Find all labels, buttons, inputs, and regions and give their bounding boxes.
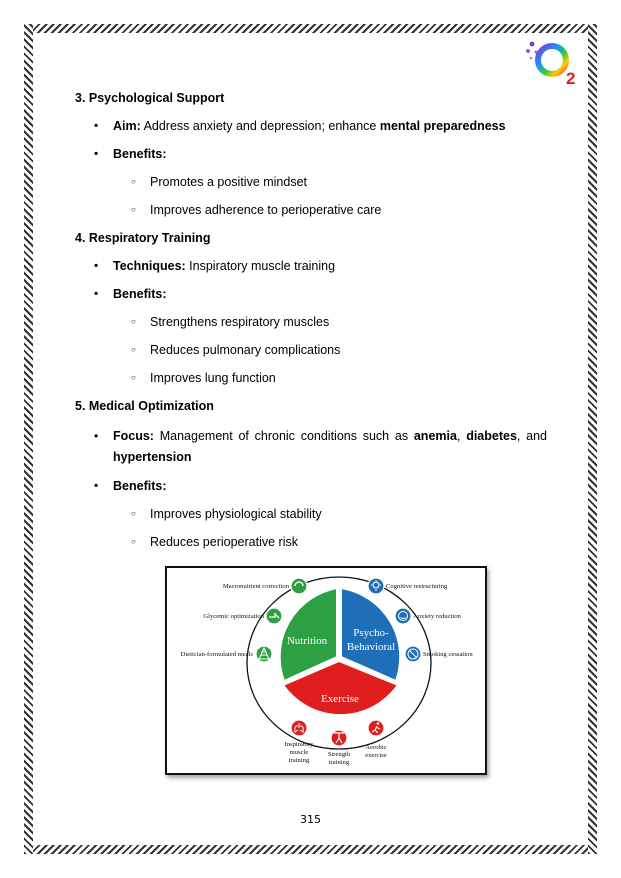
focus-text: Management of chronic conditions such as	[153, 429, 414, 443]
glycemic-label: Glycemic optimization	[203, 613, 264, 620]
page-border-left	[24, 24, 33, 854]
page-border-bottom	[24, 845, 597, 854]
techniques-text: Inspiratory muscle training	[185, 259, 336, 273]
section-4-title: 4. Respiratory Training	[75, 231, 211, 245]
prehabilitation-diagram	[165, 566, 487, 775]
strength-label-2: training	[328, 759, 350, 766]
aim-label: Aim:	[113, 119, 141, 133]
strength-label-1: Strength	[327, 751, 351, 758]
smoking-cessation-icon	[405, 646, 421, 662]
strength-training-icon	[331, 730, 347, 746]
list-item: ○ Improves physiological stability	[75, 500, 547, 528]
psycho-label-line1: Psycho-	[353, 627, 389, 639]
aim-bold-text: mental preparedness	[379, 119, 506, 133]
benefits-label: • Benefits:	[113, 147, 167, 161]
benefits-bullet	[75, 140, 547, 168]
macronutrient-icon	[291, 578, 307, 594]
section-5-title: 5. Medical Optimization	[75, 399, 214, 413]
page-border-right	[588, 24, 597, 854]
cognitive-restructuring-icon	[368, 578, 384, 594]
o2-logo	[524, 38, 580, 88]
aim-text: Address anxiety and depression; enhance	[140, 119, 380, 133]
aerobic-running-icon	[368, 720, 384, 736]
techniques-label: Techniques:	[113, 259, 186, 273]
main-content	[75, 84, 547, 556]
focus-sep: , and	[516, 429, 547, 443]
nutrition-label: Nutrition	[286, 635, 328, 647]
aim-bullet	[75, 112, 547, 140]
smoking-label: Smoking cessation	[423, 651, 473, 658]
cognitive-label: Cognitive restructuring	[386, 583, 448, 590]
benefits-bullet	[75, 472, 547, 500]
o2-logo-subscript: 2	[566, 69, 576, 88]
glycemic-icon	[266, 608, 282, 624]
list-item: ○ Promotes a positive mindset	[75, 168, 547, 196]
list-item: ○ Improves lung function	[75, 364, 547, 392]
list-item: ○ Reduces perioperative risk	[75, 528, 547, 556]
section-3-title: 3. Psychological Support	[75, 91, 225, 105]
meals-pyramid-icon	[256, 646, 272, 662]
inspiratory-label-3: training	[288, 757, 310, 764]
aerobic-label-2: exercise	[365, 752, 387, 759]
focus-bullet	[75, 420, 547, 472]
inspiratory-label-2: muscle	[289, 749, 309, 756]
lungs-icon	[291, 720, 307, 736]
list-item: ○ Strengthens respiratory muscles	[75, 308, 547, 336]
techniques-bullet	[75, 252, 547, 280]
list-item: ○ Reduces pulmonary complications	[75, 336, 547, 364]
focus-sep: ,	[456, 429, 467, 443]
aerobic-label-1: Aerobic	[365, 744, 387, 751]
page-number: 315	[300, 813, 321, 826]
benefits-label: • Benefits:	[113, 287, 167, 301]
exercise-label: Exercise	[321, 693, 359, 705]
benefits-bullet	[75, 280, 547, 308]
anxiety-reduction-icon	[395, 608, 411, 624]
anxiety-label: Anxiety reduction	[413, 613, 461, 620]
list-item: ○ Improves adherence to perioperative care	[75, 196, 547, 224]
focus-label: Focus:	[113, 429, 154, 443]
focus-diabetes: diabetes	[466, 429, 517, 443]
page-border-top	[24, 24, 597, 33]
benefits-label: • Benefits:	[113, 479, 167, 493]
focus-anemia: anemia	[413, 429, 457, 443]
dietician-label: Dietician-formulated meals	[180, 651, 253, 658]
focus-hypertension: hypertension	[113, 450, 192, 464]
inspiratory-label-1: Inspiratory	[284, 741, 314, 748]
macronutrient-label: Macronutrient correction	[222, 583, 289, 590]
psycho-label-line2: Behavioral	[346, 641, 396, 653]
